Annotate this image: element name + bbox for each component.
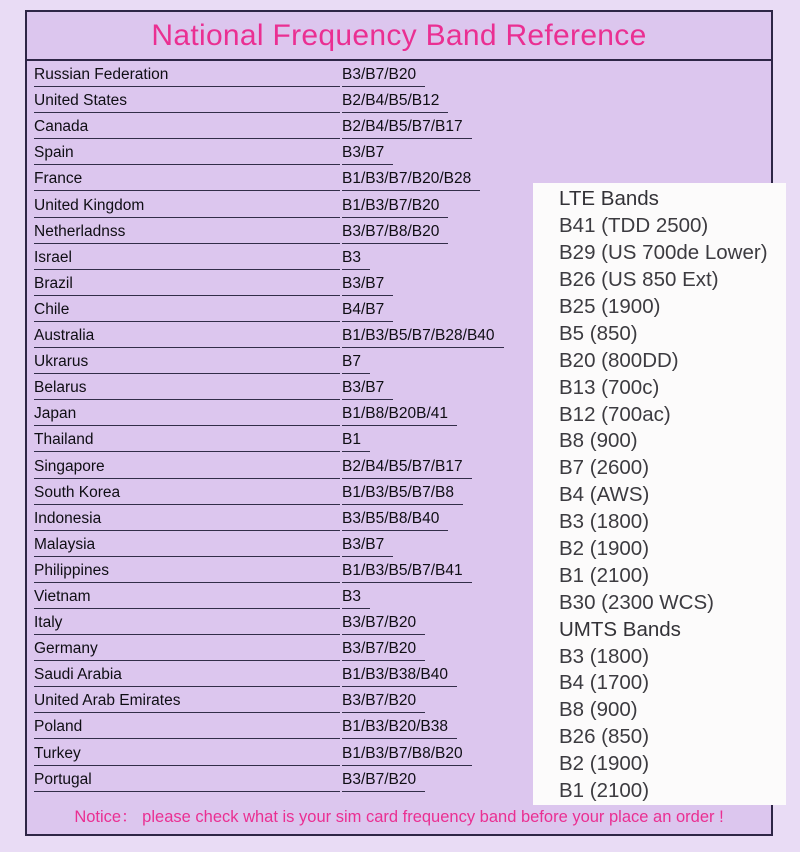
country-bands: B2/B4/B5/B12 <box>342 92 448 113</box>
country-bands: B3/B7/B20 <box>342 771 425 792</box>
table-row <box>27 61 771 87</box>
lte-band-item: B5 (850) <box>559 321 638 345</box>
lte-band-item: B2 (1900) <box>559 537 650 561</box>
country-bands: B3/B7 <box>342 275 393 296</box>
title-bar <box>27 12 771 61</box>
country-bands: B3 <box>342 588 370 609</box>
lte-band-item: B1 (2100) <box>559 563 650 587</box>
country-bands: B1/B3/B20/B38 <box>342 718 457 739</box>
lte-band-item: B25 (1900) <box>559 295 661 318</box>
table-row <box>27 139 771 165</box>
country-name: France <box>34 170 340 191</box>
country-name: Belarus <box>34 379 340 400</box>
notice-text: Notice： please check what is your sim card frequency band before your place an order ! <box>74 808 724 826</box>
country-name: United States <box>34 92 340 113</box>
umts-band-item: B4 (1700) <box>559 671 650 695</box>
country-name: Portugal <box>34 771 340 792</box>
country-name: Japan <box>34 405 340 426</box>
table-row <box>27 87 771 113</box>
country-name: Israel <box>34 249 340 270</box>
country-name: Brazil <box>34 275 340 296</box>
lte-bands-header: LTE Bands <box>559 187 659 211</box>
country-name: Canada <box>34 118 340 139</box>
country-bands: B1/B3/B5/B7/B28/B40 <box>342 327 504 348</box>
country-name: Netherladnss <box>34 223 340 244</box>
country-name: Malaysia <box>34 536 340 557</box>
country-bands: B2/B4/B5/B7/B17 <box>342 118 472 139</box>
country-bands: B3/B7 <box>342 536 393 557</box>
lte-band-item: B7 (2600) <box>559 456 650 480</box>
country-bands: B3/B7/B20 <box>342 614 425 635</box>
umts-band-item: B1 (2100) <box>559 779 650 803</box>
country-bands: B1/B3/B5/B7/B41 <box>342 562 472 583</box>
country-bands: B3/B7/B20 <box>342 692 425 713</box>
umts-band-item: B26 (850) <box>559 725 650 749</box>
country-bands: B1/B3/B5/B7/B8 <box>342 484 463 505</box>
page-title: National Frequency Band Reference <box>151 18 647 52</box>
umts-band-item: B2 (1900) <box>559 752 650 776</box>
country-name: Turkey <box>34 745 340 766</box>
country-bands: B7 <box>342 353 370 374</box>
country-bands: B3/B7/B20 <box>342 640 425 661</box>
country-bands: B3/B7 <box>342 144 393 165</box>
country-bands: B3/B7/B8/B20 <box>342 223 448 244</box>
country-name: Chile <box>34 301 340 322</box>
lte-band-item: B8 (900) <box>559 429 638 453</box>
lte-band-item: B41 (TDD 2500) <box>559 214 709 238</box>
country-bands: B1/B3/B7/B20 <box>342 197 448 218</box>
country-name: Germany <box>34 640 340 661</box>
country-name: Philippines <box>34 562 340 583</box>
country-bands: B3/B7 <box>342 379 393 400</box>
table-row <box>27 113 771 139</box>
country-bands: B1/B3/B7/B8/B20 <box>342 745 472 766</box>
country-name: Indonesia <box>34 510 340 531</box>
country-bands: B3/B7/B20 <box>342 66 425 87</box>
country-name: Australia <box>34 327 340 348</box>
country-name: Saudi Arabia <box>34 666 340 687</box>
lte-band-item: B4 (AWS) <box>559 483 650 507</box>
lte-band-item: B30 (2300 WCS) <box>559 590 714 614</box>
country-name: Singapore <box>34 458 340 479</box>
lte-band-item: B3 (1800) <box>559 510 650 534</box>
country-bands: B1/B3/B7/B20/B28 <box>342 170 480 191</box>
lte-band-item: B13 (700c) <box>559 375 660 399</box>
country-name: Ukrarus <box>34 353 340 374</box>
country-bands: B1/B3/B38/B40 <box>342 666 457 687</box>
country-name: United Kingdom <box>34 197 340 218</box>
umts-bands-header: UMTS Bands <box>559 617 681 641</box>
country-bands: B1 <box>342 431 370 452</box>
country-name: Italy <box>34 614 340 635</box>
band-list-panel <box>533 183 786 805</box>
lte-band-item: B29 (US 700de Lower) <box>559 241 768 265</box>
country-name: Poland <box>34 718 340 739</box>
notice-bar <box>27 803 771 827</box>
lte-band-item: B12 (700ac) <box>559 402 671 426</box>
lte-band-item: B20 (800DD) <box>559 348 679 372</box>
umts-band-item: B8 (900) <box>559 698 638 722</box>
country-name: Vietnam <box>34 588 340 609</box>
umts-band-item: B3 (1800) <box>559 644 650 668</box>
country-bands: B4/B7 <box>342 301 393 322</box>
country-name: United Arab Emirates <box>34 692 340 713</box>
country-bands: B1/B8/B20B/41 <box>342 405 457 426</box>
country-bands: B2/B4/B5/B7/B17 <box>342 458 472 479</box>
country-bands: B3/B5/B8/B40 <box>342 510 448 531</box>
lte-band-item: B26 (US 850 Ext) <box>559 268 719 292</box>
country-name: Russian Federation <box>34 66 340 87</box>
country-name: Thailand <box>34 431 340 452</box>
country-name: South Korea <box>34 484 340 505</box>
country-bands: B3 <box>342 249 370 270</box>
country-name: Spain <box>34 144 340 165</box>
